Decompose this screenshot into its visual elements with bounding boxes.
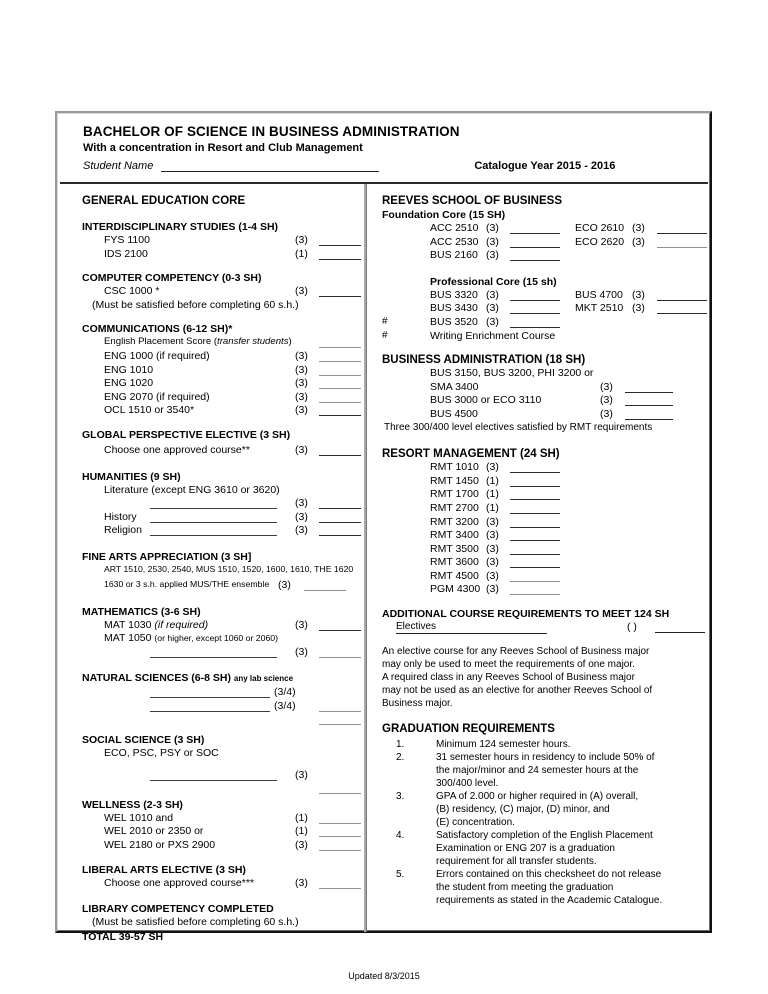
course-row xyxy=(382,516,704,530)
course-credits: (3) xyxy=(295,524,308,537)
business-admin-line1: BUS 3150, BUS 3200, PHI 3200 or xyxy=(430,367,594,380)
course-credits: (3) xyxy=(600,394,613,407)
grade-blank[interactable] xyxy=(657,300,707,301)
course-label: ECO 2610 xyxy=(575,222,625,234)
grade-blank[interactable] xyxy=(319,888,361,889)
grade-blank[interactable] xyxy=(510,327,560,328)
course-credits: (3) xyxy=(486,288,499,301)
course-row xyxy=(82,404,358,418)
course-write-in[interactable] xyxy=(150,508,277,509)
course-credits: (3) xyxy=(486,461,499,474)
course-label: BUS 3430 xyxy=(430,302,478,315)
list-item xyxy=(382,751,704,790)
course-label xyxy=(104,619,208,631)
course-row xyxy=(82,511,358,525)
grade-blank[interactable] xyxy=(510,567,560,568)
course-row xyxy=(82,497,358,511)
grade-blank[interactable] xyxy=(319,850,361,851)
list-line: the major/minor and 24 semester hours at the xyxy=(436,764,639,776)
course-row xyxy=(82,234,358,248)
list-number: 4. xyxy=(396,829,405,841)
professional-core-heading: Professional Core (15 sh) xyxy=(430,275,557,288)
list-item xyxy=(382,738,704,751)
course-credits: (3) xyxy=(295,768,308,781)
writing-enrichment-row xyxy=(382,330,704,344)
catalogue-year: Catalogue Year 2015 - 2016 xyxy=(474,160,616,172)
course-credits: (3) xyxy=(486,583,499,596)
course-write-in[interactable] xyxy=(150,711,270,712)
list-line: requirements as stated in the Academic Catalogue. xyxy=(436,894,663,906)
course-credits: (1) xyxy=(486,488,499,501)
course-label: SMA 3400 xyxy=(430,380,479,393)
course-label: OCL 1510 or 3540* xyxy=(104,404,195,417)
natural-sciences-title: NATURAL SCIENCES (6-8 SH) xyxy=(82,672,231,685)
course-row xyxy=(82,700,358,714)
course-credits: (1) xyxy=(486,501,499,514)
footer-updated: Updated 8/3/2015 xyxy=(348,971,420,981)
course-credits: (3) xyxy=(632,288,645,301)
course-credits: (3) xyxy=(295,645,308,658)
course-label: History xyxy=(104,510,137,523)
student-name-row xyxy=(83,159,708,172)
list-line: requirement for all transfer students. xyxy=(436,855,597,867)
general-education-column xyxy=(72,186,364,944)
elective-policy-line: An elective course for any Reeves School of Business major xyxy=(382,645,650,657)
course-row xyxy=(82,524,358,538)
grade-blank[interactable] xyxy=(625,419,673,420)
course-row xyxy=(82,619,358,633)
course-row xyxy=(382,475,704,489)
course-credits: (3/4) xyxy=(274,699,296,712)
course-label: ECO 2620 xyxy=(575,235,625,248)
list-line: 300/400 level. xyxy=(436,777,499,789)
course-credits: (3) xyxy=(600,380,613,393)
electives-row xyxy=(382,621,704,635)
grade-blank[interactable] xyxy=(319,415,361,416)
course-row xyxy=(82,285,358,299)
grade-blank[interactable] xyxy=(319,793,361,794)
course-row xyxy=(382,236,704,250)
course-credits: (3) xyxy=(295,404,308,417)
grade-blank[interactable] xyxy=(319,259,361,260)
course-label: BUS 2160 xyxy=(430,249,478,262)
course-label: WEL 2010 or 2350 or xyxy=(104,825,204,838)
course-credits: (3) xyxy=(486,569,499,582)
course-row xyxy=(82,444,358,458)
course-row xyxy=(82,377,358,391)
course-credits: (3) xyxy=(295,363,308,376)
general-education-heading: GENERAL EDUCATION CORE xyxy=(82,195,246,207)
grade-blank[interactable] xyxy=(625,405,673,406)
grade-blank[interactable] xyxy=(319,823,361,824)
course-row xyxy=(382,583,704,597)
grade-blank[interactable] xyxy=(510,313,560,314)
grade-blank[interactable] xyxy=(319,630,361,631)
grade-blank[interactable] xyxy=(510,554,560,555)
course-label: RMT 3500 xyxy=(430,542,479,555)
course-row xyxy=(82,248,358,262)
course-label: MKT 2510 xyxy=(575,302,624,315)
writing-enrichment-label: Writing Enrichment Course xyxy=(430,329,556,342)
grade-blank[interactable] xyxy=(319,245,361,246)
course-credits: (3) xyxy=(632,235,645,248)
global-perspective-heading: GLOBAL PERSPECTIVE ELECTIVE (3 SH) xyxy=(82,428,291,441)
grade-blank[interactable] xyxy=(510,581,560,582)
course-row xyxy=(382,408,704,422)
course-label: Choose one approved course*** xyxy=(104,876,255,889)
course-label: ENG 1000 (if required) xyxy=(104,349,210,362)
course-credits: (3) xyxy=(486,515,499,528)
course-qualifier: (or higher, except 1060 or 2060) xyxy=(154,633,279,644)
electives-label: Electives xyxy=(396,621,437,633)
social-science-note: ECO, PSC, PSY or SOC xyxy=(104,747,219,760)
course-credits: (1) xyxy=(295,825,308,838)
grade-blank[interactable] xyxy=(655,632,705,633)
course-qualifier: (if required) xyxy=(154,618,209,631)
grade-blank[interactable] xyxy=(510,247,560,248)
grade-blank[interactable] xyxy=(657,233,707,234)
course-credits: (3) xyxy=(486,249,499,262)
checksheet-frame xyxy=(55,111,712,943)
grade-blank[interactable] xyxy=(510,499,560,500)
list-number: 5. xyxy=(396,868,405,880)
course-credits: (1) xyxy=(295,247,308,260)
grade-blank[interactable] xyxy=(319,455,361,456)
business-administration-heading: BUSINESS ADMINISTRATION (18 SH) xyxy=(382,354,586,367)
course-label: FYS 1100 xyxy=(104,234,150,246)
course-credits: (3) xyxy=(295,390,308,403)
list-item xyxy=(382,868,704,907)
grade-blank[interactable] xyxy=(319,836,361,837)
fine-arts-line2-row xyxy=(82,579,358,593)
course-row xyxy=(82,877,358,891)
fine-arts-line1: ART 1510, 2530, 2540, MUS 1510, 1520, 1600, 1610, THE 1620 xyxy=(104,563,354,574)
course-credits: (3) xyxy=(295,618,308,631)
social-science-heading: SOCIAL SCIENCE (3 SH) xyxy=(82,734,205,747)
library-note-row xyxy=(82,916,358,930)
course-row xyxy=(82,713,358,727)
document-header xyxy=(60,116,708,184)
course-row xyxy=(82,825,358,839)
list-number: 1. xyxy=(396,738,405,750)
placement-italic: transfer students xyxy=(217,336,289,348)
course-credits: (3) xyxy=(295,285,308,298)
course-write-in[interactable] xyxy=(150,522,277,523)
course-credits: (3) xyxy=(486,302,499,315)
reeves-school-heading: REEVES SCHOOL OF BUSINESS xyxy=(382,195,562,207)
communications-heading: COMMUNICATIONS (6-12 SH)* xyxy=(82,323,233,336)
course-row xyxy=(382,381,704,395)
course-label: RMT 1450 xyxy=(430,474,479,487)
grade-blank[interactable] xyxy=(319,402,361,403)
course-credits: (3) xyxy=(295,443,308,456)
fine-arts-heading: FINE ARTS APPRECIATION (3 SH] xyxy=(82,550,252,563)
course-credits: (3) xyxy=(295,497,308,510)
course-row xyxy=(82,782,358,796)
resort-management-heading: RESORT MANAGEMENT (24 SH) xyxy=(382,448,560,461)
natural-sciences-heading xyxy=(82,671,358,686)
course-label: RMT 2700 xyxy=(430,501,479,514)
additional-requirements-heading: ADDITIONAL COURSE REQUIREMENTS TO MEET 124 SH xyxy=(382,608,670,621)
list-line: the student from meeting the graduation xyxy=(436,881,614,893)
natural-sciences-qualifier: any lab science xyxy=(233,674,294,684)
grade-blank[interactable] xyxy=(304,590,346,591)
list-item xyxy=(382,790,704,829)
course-label: BUS 3520 xyxy=(430,315,478,328)
course-label: RMT 4500 xyxy=(430,569,479,582)
page-title: BACHELOR OF SCIENCE IN BUSINESS ADMINISTRATION xyxy=(83,124,460,139)
course-credits: (3) xyxy=(486,222,499,234)
interdisciplinary-heading: INTERDISCIPLINARY STUDIES (1-4 SH) xyxy=(82,221,279,233)
course-label: BUS 4500 xyxy=(430,407,478,420)
humanities-heading: HUMANITIES (9 SH) xyxy=(82,470,181,483)
course-row xyxy=(382,289,704,303)
grade-blank[interactable] xyxy=(319,347,361,348)
list-line: (E) concentration. xyxy=(436,816,515,828)
placement-text: English Placement Score ( xyxy=(104,336,218,348)
course-credits: (3) xyxy=(295,510,308,523)
column-divider xyxy=(364,184,367,932)
social-science-note-row xyxy=(82,747,358,761)
course-label: ENG 1020 xyxy=(104,377,154,390)
course-credits: (3) xyxy=(295,876,308,889)
grade-blank[interactable] xyxy=(625,392,673,393)
computer-note: (Must be satisfied before completing 60 s.h.) xyxy=(92,298,299,311)
grade-blank[interactable] xyxy=(319,711,361,712)
course-label xyxy=(104,632,278,644)
course-row xyxy=(382,316,704,330)
business-admin-line1-row xyxy=(382,367,704,381)
course-credits: (3) xyxy=(632,302,645,315)
course-label: BUS 3000 or ECO 3110 xyxy=(430,394,542,407)
course-label: RMT 3600 xyxy=(430,556,479,569)
library-competency-heading: LIBRARY COMPETENCY COMPLETED xyxy=(82,903,274,916)
course-row xyxy=(82,391,358,405)
hash-marker: # xyxy=(382,329,388,341)
course-write-in[interactable] xyxy=(150,780,277,781)
course-row xyxy=(382,222,704,236)
list-number: 2. xyxy=(396,751,405,763)
list-line: Satisfactory completion of the English Placement xyxy=(436,829,653,841)
course-credits: (3) xyxy=(486,315,499,328)
list-line: 31 semester hours in residency to include 50% of xyxy=(436,751,655,763)
course-credits: (3) xyxy=(278,578,291,591)
course-label: RMT 3200 xyxy=(430,515,479,528)
course-label: RMT 3400 xyxy=(430,529,479,542)
fine-arts-line2: 1630 or 3 s.h. applied MUS/THE ensemble xyxy=(104,578,270,589)
wellness-heading: WELLNESS (2-3 SH) xyxy=(82,798,183,811)
grade-blank[interactable] xyxy=(510,233,560,234)
elective-policy-line: may not be used as an elective for another Reeves School of xyxy=(382,684,653,696)
course-row xyxy=(382,556,704,570)
course-row xyxy=(382,488,704,502)
list-item xyxy=(382,829,704,868)
course-label: ACC 2510 xyxy=(430,222,479,234)
foundation-core-heading: Foundation Core (15 SH) xyxy=(382,209,506,221)
graduation-requirements-heading: GRADUATION REQUIREMENTS xyxy=(382,722,555,735)
course-code: MAT 1030 xyxy=(104,618,155,631)
course-credits: (3) xyxy=(295,377,308,390)
business-admin-note: Three 300/400 level electives satisfied by RMT requirements xyxy=(384,421,653,433)
elective-policy-line: A required class in any Reeves School of Business major xyxy=(382,671,635,683)
course-row xyxy=(82,839,358,853)
course-label: ACC 2530 xyxy=(430,235,479,248)
course-label: WEL 1010 and xyxy=(104,811,174,824)
english-placement-row xyxy=(82,336,358,350)
grade-blank[interactable] xyxy=(510,260,560,261)
course-credits: (3) xyxy=(600,407,613,420)
course-row xyxy=(82,812,358,826)
course-credits: (3) xyxy=(295,839,308,852)
course-row xyxy=(382,543,704,557)
grade-blank[interactable] xyxy=(510,472,560,473)
fine-arts-line1-row xyxy=(82,564,358,577)
course-label: CSC 1000 * xyxy=(104,285,160,298)
course-credits: (3) xyxy=(486,235,499,248)
business-admin-note-row xyxy=(382,422,704,436)
humanities-note-row xyxy=(82,484,358,498)
course-row xyxy=(382,502,704,516)
list-line: Examination or ENG 207 is a graduation xyxy=(436,842,615,854)
student-name-label: Student Name xyxy=(83,160,154,172)
list-number: 3. xyxy=(396,790,405,802)
course-row xyxy=(82,769,358,783)
reeves-school-column xyxy=(372,186,708,907)
course-row xyxy=(382,394,704,408)
english-placement-label xyxy=(104,336,292,347)
course-credits: (3) xyxy=(486,542,499,555)
grade-blank[interactable] xyxy=(510,527,560,528)
course-credits: (3) xyxy=(486,529,499,542)
course-row xyxy=(382,302,704,316)
course-label: WEL 2180 or PXS 2900 xyxy=(104,839,216,852)
grade-blank[interactable] xyxy=(510,513,560,514)
elective-policy-line: Business major. xyxy=(382,697,453,709)
grade-blank[interactable] xyxy=(319,361,361,362)
grade-blank[interactable] xyxy=(510,486,560,487)
electives-credits: ( ) xyxy=(627,621,637,634)
course-row xyxy=(82,686,358,700)
course-row xyxy=(382,461,704,475)
mathematics-heading: MATHEMATICS (3-6 SH) xyxy=(82,605,201,618)
course-write-in[interactable] xyxy=(150,657,277,658)
course-label: RMT 1010 xyxy=(430,461,479,474)
course-credits: (3/4) xyxy=(274,686,296,699)
course-write-in[interactable] xyxy=(150,535,277,536)
grade-blank[interactable] xyxy=(657,247,707,248)
list-line: (B) residency, (C) major, (D) minor, and xyxy=(436,803,610,815)
placement-close: ) xyxy=(288,336,292,348)
grade-blank[interactable] xyxy=(319,375,361,376)
course-credits: (1) xyxy=(295,811,308,824)
computer-competency-heading: COMPUTER COMPETENCY (0-3 SH) xyxy=(82,272,262,285)
grade-blank[interactable] xyxy=(510,540,560,541)
liberal-arts-heading: LIBERAL ARTS ELECTIVE (3 SH) xyxy=(82,863,246,876)
electives-write-in[interactable] xyxy=(396,633,547,634)
computer-note-row xyxy=(82,299,358,313)
course-row xyxy=(382,570,704,584)
course-credits: (3) xyxy=(632,222,645,234)
course-write-in[interactable] xyxy=(150,697,270,698)
grade-blank[interactable] xyxy=(510,300,560,301)
grade-blank[interactable] xyxy=(319,657,361,658)
course-row xyxy=(82,632,358,646)
student-name-input[interactable] xyxy=(161,159,379,172)
course-row xyxy=(382,529,704,543)
course-label: IDS 2100 xyxy=(104,247,148,260)
grade-blank[interactable] xyxy=(319,724,361,725)
course-credits: (3) xyxy=(295,234,308,246)
grade-blank[interactable] xyxy=(510,594,560,595)
course-credits: (3) xyxy=(295,349,308,362)
grade-blank[interactable] xyxy=(657,313,707,314)
hash-marker: # xyxy=(382,315,388,327)
grade-blank[interactable] xyxy=(319,508,361,509)
grade-blank[interactable] xyxy=(319,296,361,297)
total-sh: TOTAL 39-57 SH xyxy=(82,930,164,943)
humanities-note: Literature (except ENG 3610 or 3620) xyxy=(104,483,280,496)
course-label: ENG 2070 (if required) xyxy=(104,390,210,403)
course-label: Religion xyxy=(104,524,142,537)
course-label: BUS 4700 xyxy=(575,288,623,301)
course-label: RMT 1700 xyxy=(430,488,479,501)
grade-blank[interactable] xyxy=(319,388,361,389)
course-code: MAT 1050 xyxy=(104,632,155,645)
course-row xyxy=(382,249,704,263)
course-credits: (3) xyxy=(486,556,499,569)
list-line: Minimum 124 semester hours. xyxy=(436,738,571,750)
course-credits: (1) xyxy=(486,474,499,487)
course-row xyxy=(82,364,358,378)
list-line: Errors contained on this checksheet do not release xyxy=(436,868,662,880)
course-row xyxy=(82,646,358,660)
elective-policy-line: may only be used to meet the requirements of one major. xyxy=(382,658,635,670)
grade-blank[interactable] xyxy=(319,535,361,536)
course-label: BUS 3320 xyxy=(430,288,478,301)
library-note: (Must be satisfied before completing 60 s.h.) xyxy=(92,916,299,929)
list-line: GPA of 2.000 or higher required in (A) overall, xyxy=(436,790,639,802)
course-label: ENG 1010 xyxy=(104,363,154,376)
grade-blank[interactable] xyxy=(319,522,361,523)
course-label: Choose one approved course** xyxy=(104,443,250,456)
course-row xyxy=(82,350,358,364)
course-label: PGM 4300 xyxy=(430,583,481,596)
page-subtitle: With a concentration in Resort and Club Management xyxy=(83,142,363,154)
